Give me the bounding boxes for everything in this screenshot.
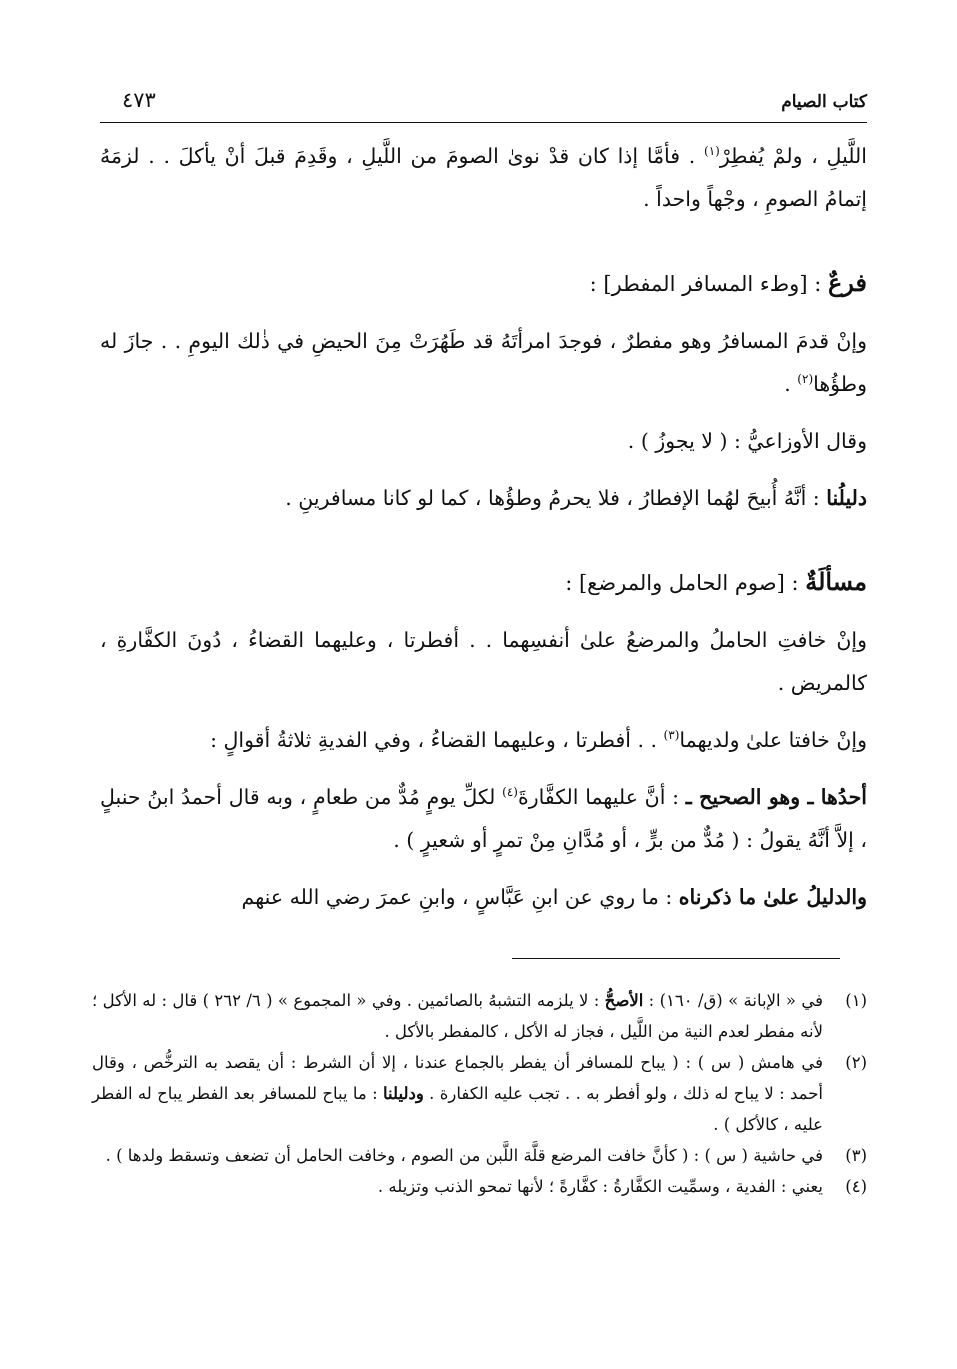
heading-keyword: فرعٌ <box>827 268 867 297</box>
paragraph-4: دليلُنا : أنَّهُ أُبيحَ لهُما الإفطارُ ، فلا يحرمُ وطؤُها ، كما لو كانا مسافرينِ . <box>285 486 867 510</box>
footnote-number: (٤) <box>845 1177 867 1196</box>
paragraph-3: وقال الأوزاعيُّ : ( لا يجوزُ ) . <box>627 429 867 453</box>
paragraph-2: وإنْ قدمَ المسافرُ وهو مفطرٌ ، فوجدَ امرأتَهُ قد طَهُرَتْ مِنَ الحيضِ في ذٰلك اليومِ . . جازَ له وطؤُها$^{(٢)}$ . <box>100 329 867 396</box>
footnote-2: (٢) في هامش ( س ) : ( يباح للمسافر أن يفطر بالجماع عندنا ، إلا أن الشرط : أن يقصد به الترخُّص ، وقال أحمد : لا يباح له ذلك ، ولو أفطر به . . تجب عليه الكفارة . ودليلنا : ما يباح للمسافر بعد الفطر يباح له الفطر عليه ، كالأكل ) . <box>92 1047 867 1140</box>
footnote-rule <box>512 958 840 959</box>
footnote-ref-2: (٢) <box>797 372 814 387</box>
paragraph-1: اللَّيلِ ، ولمْ يُفطِرْ$^{(١)}$ . فأمَّا إذا كان قدْ نوىٰ الصومَ من اللَّيلِ ، وقَدِمَ قبلَ أنْ يأكلَ . . لزمَهُ إتمامُ الصومِ ، وجْهاً واحداً . <box>100 144 867 211</box>
heading-keyword: مسألَةٌ <box>805 567 867 596</box>
footnote-ref-3: (٣) <box>663 728 680 743</box>
running-title: كتاب الصيام <box>781 92 867 112</box>
footnote-number: (١) <box>845 991 867 1010</box>
footnote-ref-4: (٤) <box>502 785 518 800</box>
heading-title: : [وطء المسافر المفطر] : <box>589 272 828 296</box>
main-text <box>100 135 867 919</box>
page-number: ٤٧٣ <box>122 88 156 112</box>
footnote-3: (٣) في حاشية ( س ) : ( كأنَّ خافت المرضع قلَّة اللَّبن من الصوم ، وخافت الحامل أن تضعف وتسقط ولدها ) . <box>92 1140 867 1171</box>
heading-title: : [صوم الحامل والمرضع] : <box>565 571 806 595</box>
section-heading-masala <box>100 560 867 605</box>
paragraph-5: وإنْ خافتِ الحاملُ والمرضعُ علىٰ أنفسِهما . . أفطرتا ، وعليهما القضاءُ ، دُونَ الكفَّارةِ ، كالمريض . <box>100 628 867 695</box>
footnote-ref-1: (١) <box>704 144 720 159</box>
section-heading-far <box>100 261 867 306</box>
footnote-1: (١) في « الإبانة » (ق/ ١٦٠) : الأصحُّ : لا يلزمه التشبهُ بالصائمين . وفي « المجموع » ( ٦/ ٢٦٢ ) قال : له الأكل ؛ لأنه مفطر لعدم النية من اللَّيل ، فجاز له الأكل ، كالمفطر بالأكل . <box>92 985 867 1047</box>
paragraph-7: أحدُها ـ وهو الصحيح ـ : أنَّ عليهما الكفَّارةَ$^{(٤)}$ لكلِّ يومٍ مُدٌّ من طعامٍ ، وبه قال أحمدُ ابنُ حنبلٍ ، إلاَّ أنَّهُ يقولُ : ( مُدٌّ من برٍّ ، أو مُدَّانِ مِنْ تمرٍ أو شعيرٍ ) . <box>100 785 867 852</box>
page-header <box>100 88 867 118</box>
paragraph-8: والدليلُ علىٰ ما ذكرناه : ما روي عن ابنِ عَبَّاسٍ ، وابنِ عمرَ رضي الله عنهم <box>241 885 867 909</box>
footnote-4: (٤) يعني : الفدية ، وسمِّيت الكفَّارةُ : كفَّارةً ؛ لأنها تمحو الذنب وتزيله . <box>92 1171 867 1202</box>
footnote-number: (٣) <box>845 1146 867 1165</box>
paragraph-6: وإنْ خافتا علىٰ ولديهما$^{(٣)}$ . . أفطرتا ، وعليهما القضاءُ ، وفي الفديةِ ثلاثةُ أقوالٍ : <box>210 728 867 752</box>
footnote-number: (٢) <box>845 1053 867 1072</box>
footnotes <box>92 985 867 1202</box>
header-rule <box>100 122 867 123</box>
